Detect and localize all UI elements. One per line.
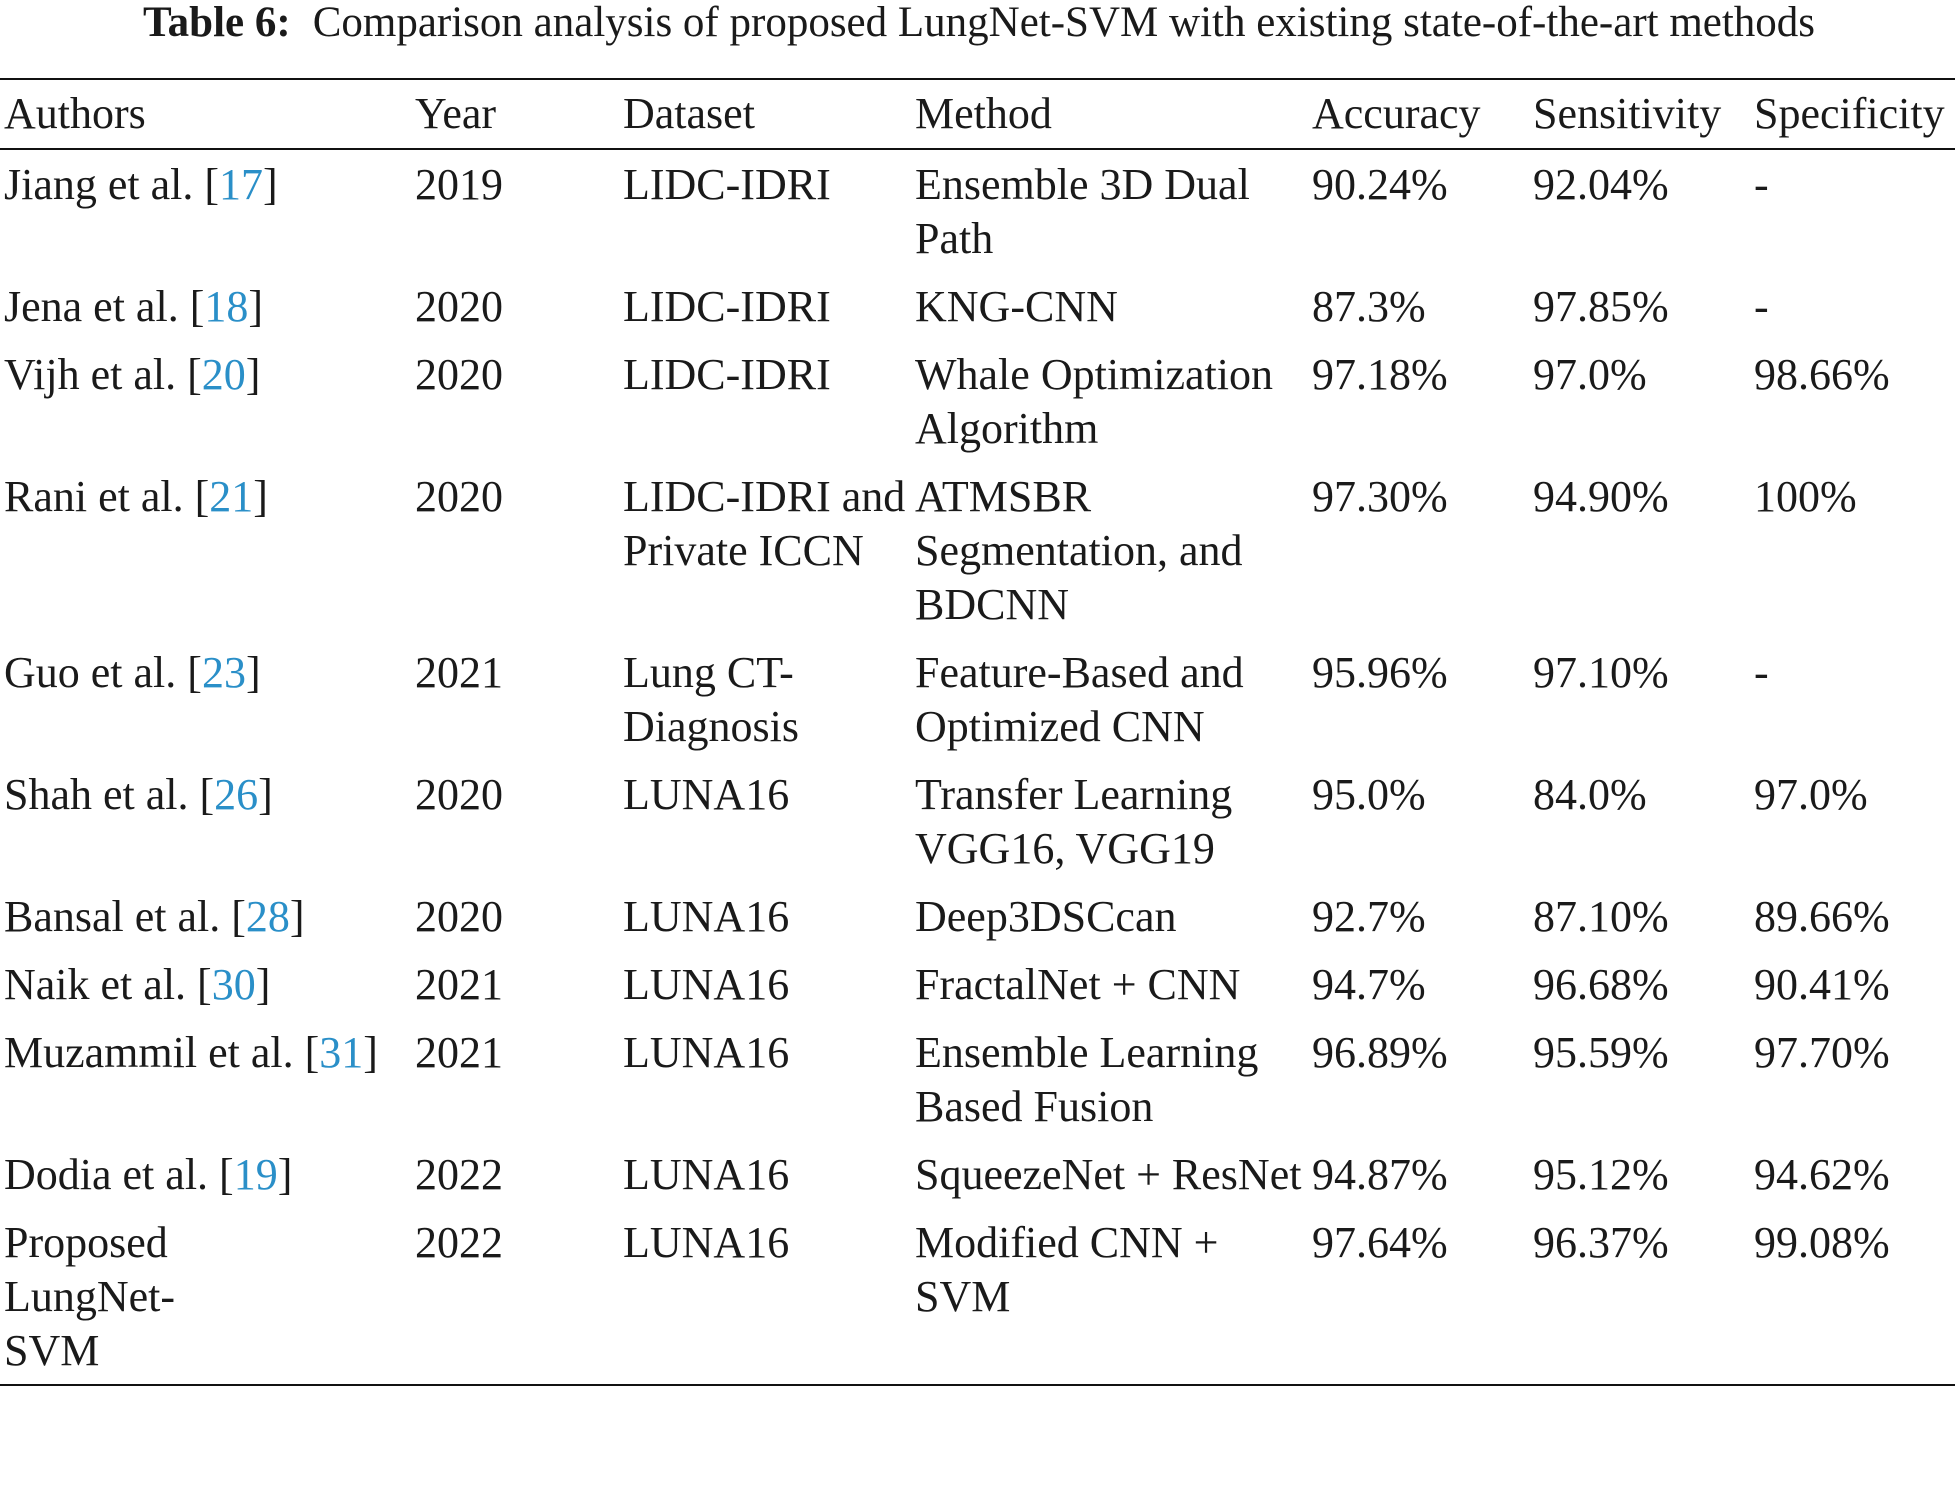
comparison-table xyxy=(0,78,1955,1386)
author-name: Dodia et al. xyxy=(4,1150,209,1199)
citation-link[interactable]: 28 xyxy=(245,892,290,941)
author-name: Bansal et al. xyxy=(4,892,221,941)
cell-accuracy: 97.30% xyxy=(1312,472,1448,521)
cell-author: Muzammil et al. [31] xyxy=(4,1028,378,1077)
cell-sensitivity: 96.68% xyxy=(1533,960,1669,1009)
cell-year: 2021 xyxy=(415,1028,503,1077)
cell-year: 2021 xyxy=(415,648,503,697)
cell-method: Whale Optimization Algorithm xyxy=(915,350,1273,453)
author-name: Rani et al. xyxy=(4,472,184,521)
cell-sensitivity: 87.10% xyxy=(1533,892,1669,941)
author-name: Vijh et al. xyxy=(4,350,177,399)
header-authors: Authors xyxy=(4,89,146,138)
table-row xyxy=(0,149,1955,272)
table-row xyxy=(0,272,1955,340)
cell-author xyxy=(0,1208,411,1385)
cell-dataset: LUNA16 xyxy=(623,892,790,941)
comparison-table-container xyxy=(0,78,1955,1386)
cell-year: 2020 xyxy=(415,472,503,521)
table-row xyxy=(0,760,1955,882)
cell-dataset: LUNA16 xyxy=(623,1028,790,1077)
cell-year: 2020 xyxy=(415,892,503,941)
cell-author: Shah et al. [26] xyxy=(4,770,273,819)
table-caption xyxy=(0,0,1958,50)
cell-dataset: LIDC-IDRI and Private ICCN xyxy=(623,472,906,575)
author-name: Jiang et al. xyxy=(4,160,194,209)
author-name: Muzammil et al. xyxy=(4,1028,294,1077)
citation-link[interactable]: 26 xyxy=(214,770,259,819)
cell-dataset: LUNA16 xyxy=(623,1150,790,1199)
header-accuracy: Accuracy xyxy=(1312,89,1481,138)
cell-accuracy: 87.3% xyxy=(1312,282,1426,331)
citation-link[interactable]: 19 xyxy=(233,1150,278,1199)
cell-author: Rani et al. [21] xyxy=(4,472,268,521)
cell-sensitivity: 97.10% xyxy=(1533,648,1669,697)
cell-author: Jiang et al. [17] xyxy=(4,160,278,209)
cell-method: ATMSBR Segmentation, and BDCNN xyxy=(915,472,1243,629)
table-caption-label: Table 6: xyxy=(142,0,291,46)
cell-year: 2021 xyxy=(415,960,503,1009)
header-year: Year xyxy=(415,89,497,138)
cell-author: Bansal et al. [28] xyxy=(4,892,305,941)
table-row xyxy=(0,462,1955,638)
cell-accuracy: 97.64% xyxy=(1312,1218,1448,1267)
cell-sensitivity: 84.0% xyxy=(1533,770,1647,819)
citation-link[interactable]: 30 xyxy=(211,960,256,1009)
table-body xyxy=(0,149,1955,1385)
cell-author: Dodia et al. [19] xyxy=(4,1150,293,1199)
header-sensitivity: Sensitivity xyxy=(1533,89,1722,138)
cell-method: SqueezeNet + ResNet xyxy=(915,1150,1302,1199)
citation-link[interactable]: 18 xyxy=(204,282,249,331)
cell-dataset: LUNA16 xyxy=(623,770,790,819)
cell-accuracy: 94.7% xyxy=(1312,960,1426,1009)
cell-author: Naik et al. [30] xyxy=(4,960,271,1009)
cell-sensitivity: 96.37% xyxy=(1533,1218,1669,1267)
cell-specificity: 89.66% xyxy=(1754,892,1890,941)
cell-specificity: 99.08% xyxy=(1754,1218,1890,1267)
header-method: Method xyxy=(915,89,1052,138)
cell-year: 2020 xyxy=(415,350,503,399)
table-row xyxy=(0,1208,1955,1385)
cell-dataset: LIDC-IDRI xyxy=(623,350,831,399)
cell-dataset: LIDC-IDRI xyxy=(623,160,831,209)
cell-method: FractalNet + CNN xyxy=(915,960,1241,1009)
cell-dataset: Lung CT-Diagnosis xyxy=(623,648,799,751)
cell-accuracy: 90.24% xyxy=(1312,160,1448,209)
cell-method: Feature-Based and Optimized CNN xyxy=(915,648,1244,751)
cell-sensitivity: 94.90% xyxy=(1533,472,1669,521)
citation-link[interactable]: 23 xyxy=(201,648,246,697)
cell-specificity: 94.62% xyxy=(1754,1150,1890,1199)
header-specificity: Specificity xyxy=(1754,89,1945,138)
cell-accuracy: 94.87% xyxy=(1312,1150,1448,1199)
author-name: Naik et al. xyxy=(4,960,187,1009)
cell-author: Jena et al. [18] xyxy=(4,282,264,331)
cell-year: 2022 xyxy=(415,1218,503,1267)
cell-accuracy: 92.7% xyxy=(1312,892,1426,941)
cell-specificity: 97.0% xyxy=(1754,770,1868,819)
author-name: Guo et al. xyxy=(4,648,177,697)
cell-accuracy: 95.96% xyxy=(1312,648,1448,697)
cell-accuracy: 97.18% xyxy=(1312,350,1448,399)
cell-specificity: - xyxy=(1754,160,1769,209)
citation-link[interactable]: 21 xyxy=(209,472,254,521)
cell-method: Ensemble Learning Based Fusion xyxy=(915,1028,1259,1131)
table-row xyxy=(0,1140,1955,1208)
cell-accuracy: 96.89% xyxy=(1312,1028,1448,1077)
table-row xyxy=(0,638,1955,760)
cell-year: 2020 xyxy=(415,282,503,331)
cell-specificity: 98.66% xyxy=(1754,350,1890,399)
cell-method: Ensemble 3D Dual Path xyxy=(915,160,1250,263)
cell-sensitivity: 92.04% xyxy=(1533,160,1669,209)
author-name: Jena et al. xyxy=(4,282,179,331)
table-row xyxy=(0,950,1955,1018)
citation-link[interactable]: 20 xyxy=(201,350,246,399)
cell-method: KNG-CNN xyxy=(915,282,1118,331)
cell-specificity: 90.41% xyxy=(1754,960,1890,1009)
cell-dataset: LIDC-IDRI xyxy=(623,282,831,331)
cell-author: Vijh et al. [20] xyxy=(4,350,261,399)
table-row xyxy=(0,882,1955,950)
cell-year: 2022 xyxy=(415,1150,503,1199)
cell-year: 2019 xyxy=(415,160,503,209)
cell-sensitivity: 95.59% xyxy=(1533,1028,1669,1077)
table-caption-text: Comparison analysis of proposed LungNet-SVM with existing state-of-the-art methods xyxy=(312,0,1816,46)
cell-method: Modified CNN + SVM xyxy=(915,1218,1219,1321)
cell-sensitivity: 95.12% xyxy=(1533,1150,1669,1199)
author-name: Proposed LungNet-SVM xyxy=(4,1218,176,1375)
cell-author: Guo et al. [23] xyxy=(4,648,261,697)
cell-dataset: LUNA16 xyxy=(623,1218,790,1267)
cell-method: Transfer Learning VGG16, VGG19 xyxy=(915,770,1233,873)
cell-sensitivity: 97.85% xyxy=(1533,282,1669,331)
cell-accuracy: 95.0% xyxy=(1312,770,1426,819)
author-name: Shah et al. xyxy=(4,770,189,819)
cell-method: Deep3DSCcan xyxy=(915,892,1177,941)
table-row xyxy=(0,1018,1955,1140)
cell-specificity: - xyxy=(1754,648,1769,697)
citation-link[interactable]: 31 xyxy=(319,1028,364,1077)
header-dataset: Dataset xyxy=(623,89,755,138)
cell-year: 2020 xyxy=(415,770,503,819)
cell-specificity: 100% xyxy=(1754,472,1857,521)
cell-dataset: LUNA16 xyxy=(623,960,790,1009)
citation-link[interactable]: 17 xyxy=(219,160,264,209)
cell-specificity: - xyxy=(1754,282,1769,331)
cell-sensitivity: 97.0% xyxy=(1533,350,1647,399)
table-row xyxy=(0,340,1955,462)
cell-specificity: 97.70% xyxy=(1754,1028,1890,1077)
table-header-row xyxy=(0,79,1955,149)
